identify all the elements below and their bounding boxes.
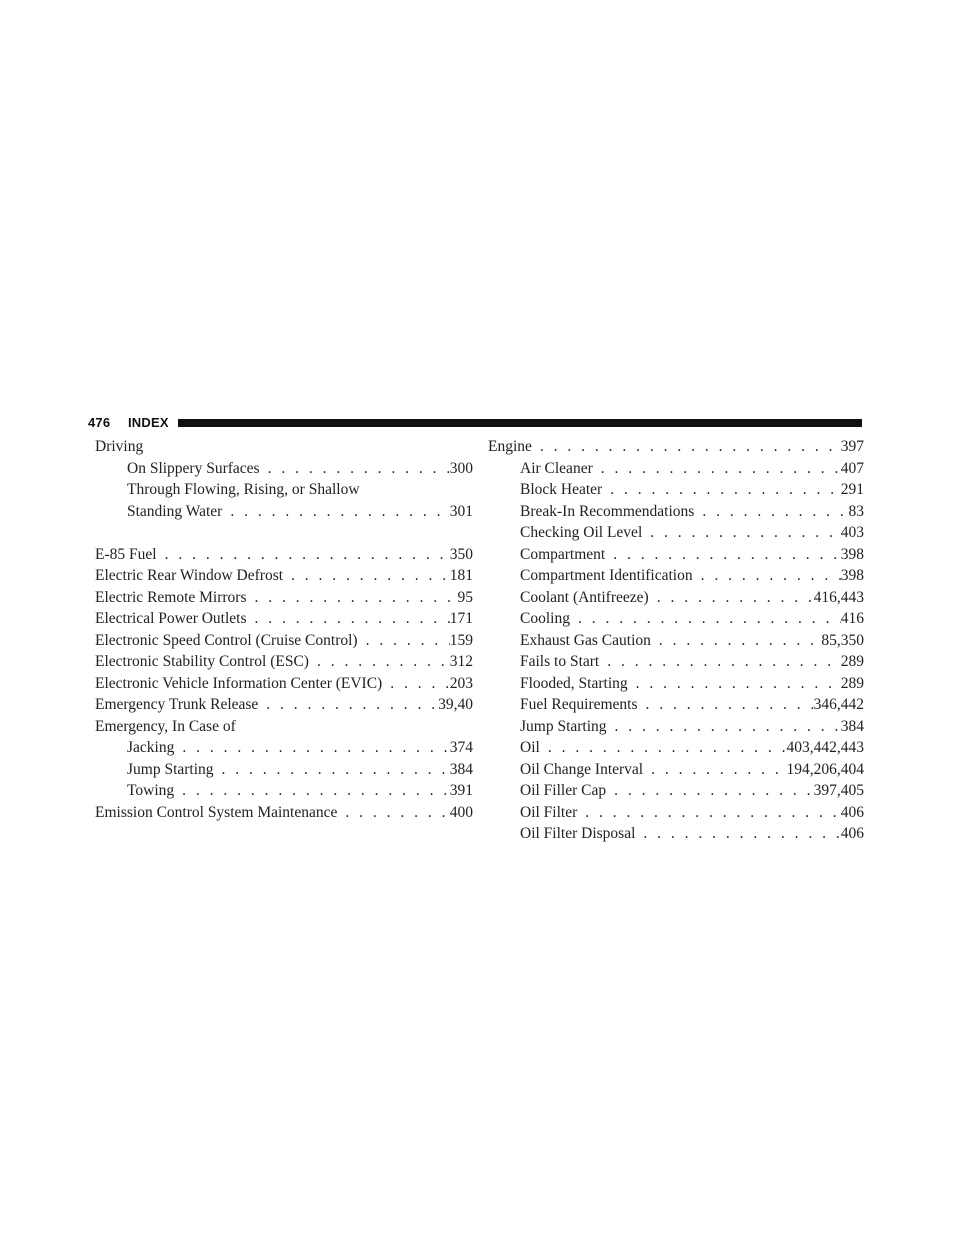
- dot-leader: [174, 739, 449, 757]
- dot-leader: [642, 524, 841, 542]
- index-entry: [95, 632, 473, 654]
- index-entry: [488, 675, 864, 697]
- dot-leader: [358, 632, 450, 650]
- page-header: [88, 414, 862, 432]
- dot-leader: [606, 782, 814, 800]
- entry-page-ref: 350: [449, 545, 473, 563]
- entry-label: Coolant (Antifreeze): [520, 588, 649, 606]
- entry-page-ref: 406: [840, 825, 864, 842]
- entry-page-ref: 85,350: [821, 631, 864, 649]
- index-entry: [488, 825, 864, 847]
- index-entry: [488, 653, 864, 675]
- entry-page-ref: 346,442: [813, 696, 864, 713]
- dot-leader: [309, 653, 450, 671]
- header-rule: [178, 419, 862, 427]
- index-entry: [95, 804, 473, 826]
- dot-leader: [174, 782, 450, 800]
- entry-label: Emission Control System Maintenance: [95, 803, 338, 821]
- index-heading: Emergency, In Case of: [95, 717, 236, 735]
- index-entry: [488, 503, 864, 525]
- index-entry: [95, 460, 473, 482]
- entry-label: Towing: [127, 782, 175, 799]
- entry-label: Oil Filter: [520, 803, 578, 821]
- entry-page-ref: 312: [449, 653, 473, 670]
- entry-page-ref: 391: [449, 782, 473, 799]
- index-column-left: [95, 438, 473, 825]
- index-entry: [95, 696, 473, 718]
- dot-leader: [258, 696, 438, 714]
- entry-label: Block Heater: [520, 481, 603, 498]
- index-heading: Through Flowing, Rising, or Shallow: [127, 481, 360, 498]
- entry-label: Air Cleaner: [520, 459, 593, 477]
- dot-leader: [638, 696, 814, 714]
- entry-label: Electrical Power Outlets: [95, 610, 247, 627]
- entry-label: Jump Starting: [520, 717, 607, 735]
- index-entry: [488, 804, 864, 826]
- entry-label: Oil Filter Disposal: [520, 825, 636, 842]
- dot-leader: [247, 610, 450, 628]
- index-entry: [95, 503, 473, 525]
- entry-gap: [95, 524, 473, 546]
- dot-leader: [260, 460, 450, 478]
- index-entry: [488, 481, 864, 503]
- entry-label: Electronic Speed Control (Cruise Control): [95, 631, 358, 649]
- entry-label: Compartment Identification: [520, 567, 693, 584]
- dot-leader: [247, 589, 458, 607]
- entry-page-ref: 374: [449, 739, 473, 756]
- index-entry: [488, 782, 864, 804]
- index-entry: [488, 438, 864, 460]
- index-entry: [488, 460, 864, 482]
- entry-label: Jump Starting: [127, 760, 214, 778]
- entry-page-ref: 384: [449, 760, 473, 778]
- index-entry: [95, 589, 473, 611]
- dot-leader: [222, 503, 449, 521]
- entry-label: Compartment: [520, 545, 606, 563]
- entry-page-ref: 400: [449, 803, 473, 821]
- index-entry: [95, 761, 473, 783]
- dot-leader: [635, 825, 840, 843]
- index-entry: [488, 589, 864, 611]
- entry-page-ref: 171: [449, 610, 473, 627]
- entry-page-ref: 39,40: [438, 696, 473, 713]
- index-entry: [95, 610, 473, 632]
- index-entry: [95, 567, 473, 589]
- entry-page-ref: 181: [449, 567, 473, 584]
- index-entry: [95, 782, 473, 804]
- dot-leader: [693, 567, 841, 585]
- entry-page-ref: 398: [840, 545, 864, 563]
- entry-page-ref: 403,442,443: [786, 739, 864, 756]
- dot-leader: [605, 546, 841, 564]
- entry-label: Emergency Trunk Release: [95, 696, 259, 713]
- entry-label: Break-In Recommendations: [520, 502, 695, 520]
- page-number: 476: [88, 415, 111, 430]
- index-entry: [95, 675, 473, 697]
- entry-page-ref: 384: [840, 717, 864, 735]
- entry-page-ref: 194,206,404: [786, 760, 864, 778]
- entry-label: E-85 Fuel: [95, 545, 157, 563]
- dot-leader: [577, 804, 840, 822]
- dot-leader: [599, 653, 841, 671]
- entry-label: Flooded, Starting: [520, 674, 628, 692]
- index-entry: [488, 739, 864, 761]
- entry-page-ref: 291: [840, 481, 864, 498]
- entry-page-ref: 289: [840, 653, 864, 670]
- entry-label: Fuel Requirements: [520, 696, 638, 713]
- dot-leader: [694, 503, 848, 521]
- index-entry: [488, 524, 864, 546]
- entry-page-ref: 83: [848, 502, 864, 520]
- entry-label: Engine: [488, 438, 532, 455]
- dot-leader: [214, 761, 450, 779]
- index-entry: [488, 696, 864, 718]
- dot-leader: [570, 610, 841, 628]
- entry-page-ref: 301: [449, 502, 473, 520]
- entry-page-ref: 203: [449, 674, 473, 692]
- index-entry: [488, 718, 864, 740]
- entry-page-ref: 159: [449, 631, 473, 649]
- entry-label: Electronic Vehicle Information Center (EVIC): [95, 674, 383, 692]
- entry-page-ref: 397: [840, 438, 864, 455]
- index-column-right: [488, 438, 864, 847]
- entry-label: Jacking: [127, 739, 175, 756]
- entry-page-ref: 289: [840, 674, 864, 692]
- index-entry: [488, 761, 864, 783]
- entry-page-ref: 95: [457, 588, 473, 606]
- dot-leader: [607, 718, 841, 736]
- entry-label: Oil: [520, 739, 540, 756]
- index-entry: [488, 567, 864, 589]
- entry-page-ref: 300: [449, 459, 473, 477]
- dot-leader: [593, 460, 841, 478]
- entry-label: Electronic Stability Control (ESC): [95, 653, 309, 670]
- entry-label: Fails to Start: [520, 653, 600, 670]
- index-heading: Driving: [95, 438, 144, 455]
- dot-leader: [532, 438, 841, 456]
- dot-leader: [643, 761, 786, 779]
- dot-leader: [628, 675, 841, 693]
- index-entry: [95, 739, 473, 761]
- entry-label: Cooling: [520, 610, 570, 627]
- entry-label: Oil Filler Cap: [520, 782, 607, 799]
- section-title: INDEX: [128, 415, 169, 430]
- index-entry: [95, 653, 473, 675]
- entry-page-ref: 397,405: [813, 782, 864, 799]
- dot-leader: [602, 481, 841, 499]
- entry-label: Checking Oil Level: [520, 524, 643, 541]
- entry-label: Electric Remote Mirrors: [95, 588, 247, 606]
- entry-page-ref: 416: [840, 610, 864, 627]
- dot-leader: [283, 567, 450, 585]
- dot-leader: [649, 589, 814, 607]
- entry-label: Standing Water: [127, 502, 223, 520]
- index-entry: [95, 546, 473, 568]
- entry-label: On Slippery Surfaces: [127, 459, 260, 477]
- entry-label: Oil Change Interval: [520, 760, 644, 778]
- entry-label: Electric Rear Window Defrost: [95, 567, 284, 584]
- dot-leader: [157, 546, 450, 564]
- entry-label: Exhaust Gas Caution: [520, 631, 651, 649]
- index-entry: [488, 610, 864, 632]
- entry-page-ref: 407: [840, 459, 864, 477]
- entry-page-ref: 403: [840, 524, 864, 541]
- index-entry: [488, 632, 864, 654]
- dot-leader: [337, 804, 449, 822]
- index-entry: [488, 546, 864, 568]
- dot-leader: [540, 739, 787, 757]
- entry-page-ref: 416,443: [813, 588, 864, 606]
- dot-leader: [651, 632, 822, 650]
- entry-page-ref: 398: [840, 567, 864, 584]
- dot-leader: [382, 675, 450, 693]
- entry-page-ref: 406: [840, 803, 864, 821]
